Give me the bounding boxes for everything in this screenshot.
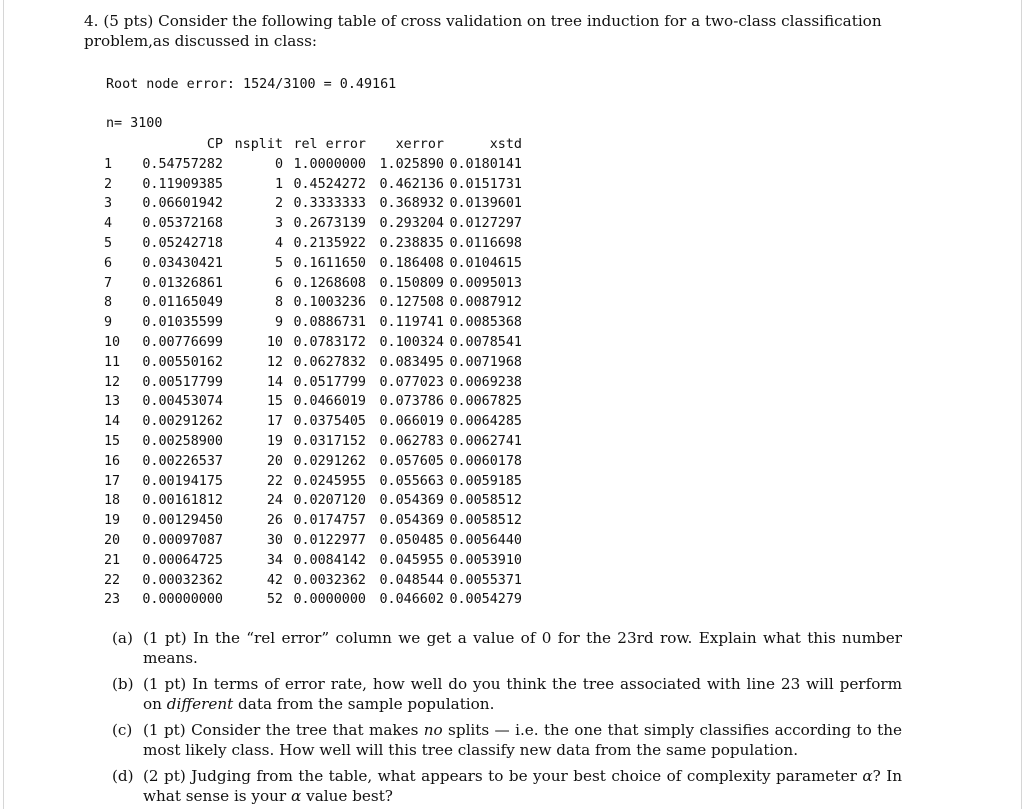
part-text-segment: (2 pt) Judging from the table, what appears to be your best choice of complexity parameter (143, 767, 863, 785)
xstd-value: 0.0085368 (449, 315, 522, 331)
xstd-value: 0.0095013 (449, 275, 522, 291)
table-row (104, 412, 522, 432)
row-index: 14 (104, 414, 121, 430)
header-xerror: xerror (395, 137, 444, 152)
row-index: 7 (104, 275, 113, 291)
row-index: 21 (104, 552, 121, 568)
nsplit-value: 24 (266, 493, 283, 509)
xerror-value: 0.046602 (379, 592, 444, 608)
xstd-value: 0.0069238 (449, 374, 522, 390)
row-index: 13 (104, 394, 121, 410)
xerror-value: 0.054369 (379, 493, 444, 509)
nsplit-value: 42 (266, 572, 283, 588)
rel-error-value: 0.0317152 (293, 433, 366, 449)
cp-value: 0.05372168 (142, 216, 223, 232)
emphasized-text: α (862, 767, 873, 785)
page-right-border (1021, 0, 1022, 809)
xstd-value: 0.0078541 (449, 334, 522, 350)
table-row (104, 313, 522, 333)
table-row (104, 333, 522, 353)
xstd-value: 0.0055371 (449, 572, 522, 588)
cross-validation-table (104, 135, 522, 610)
table-row (104, 590, 522, 610)
cp-value: 0.54757282 (142, 156, 223, 172)
cp-value: 0.00550162 (142, 354, 223, 370)
row-index: 18 (104, 493, 121, 509)
nsplit-value: 10 (266, 334, 283, 350)
rel-error-value: 0.2673139 (293, 216, 366, 232)
cp-value: 0.00291262 (142, 414, 223, 430)
row-index: 2 (104, 176, 113, 192)
xstd-value: 0.0060178 (449, 453, 522, 469)
question-part (112, 766, 902, 806)
rel-error-value: 0.3333333 (293, 196, 366, 212)
table-row (104, 194, 522, 214)
rel-error-value: 0.2135922 (293, 235, 366, 251)
cp-value: 0.00129450 (142, 513, 223, 529)
xstd-value: 0.0064285 (449, 414, 522, 430)
emphasized-text: no (423, 721, 443, 739)
question-part (112, 628, 902, 668)
part-text-segment: (1 pt) In terms of error rate, how well do you think the tree associated with line 23 will perform on (143, 675, 902, 713)
nsplit-value: 22 (266, 473, 283, 489)
cp-value: 0.00776699 (142, 334, 223, 350)
xerror-value: 0.238835 (379, 235, 444, 251)
part-text-segment: value best? (301, 787, 393, 805)
cp-value: 0.05242718 (142, 235, 223, 251)
table-row (104, 511, 522, 531)
rel-error-value: 0.0084142 (293, 552, 366, 568)
rel-error-value: 0.0207120 (293, 493, 366, 509)
xerror-value: 0.045955 (379, 552, 444, 568)
xstd-value: 0.0139601 (449, 196, 522, 212)
part-text (143, 629, 902, 667)
xerror-value: 0.062783 (379, 433, 444, 449)
xstd-value: 0.0058512 (449, 513, 522, 529)
row-index: 16 (104, 453, 121, 469)
cp-value: 0.01326861 (142, 275, 223, 291)
row-index: 15 (104, 433, 121, 449)
nsplit-value: 6 (274, 275, 283, 291)
xstd-value: 0.0151731 (449, 176, 522, 192)
xstd-value: 0.0062741 (449, 433, 522, 449)
rel-error-value: 1.0000000 (293, 156, 366, 172)
table-row (104, 571, 522, 591)
table-row (104, 353, 522, 373)
rel-error-value: 0.0886731 (293, 315, 366, 331)
row-index: 10 (104, 334, 121, 350)
nsplit-value: 4 (274, 235, 283, 251)
table-row (104, 373, 522, 393)
xstd-value: 0.0071968 (449, 354, 522, 370)
xstd-value: 0.0104615 (449, 255, 522, 271)
cp-value: 0.03430421 (142, 255, 223, 271)
xstd-value: 0.0087912 (449, 295, 522, 311)
nsplit-value: 17 (266, 414, 283, 430)
nsplit-value: 8 (274, 295, 283, 311)
xstd-value: 0.0180141 (449, 156, 522, 172)
nsplit-value: 14 (266, 374, 283, 390)
row-index: 3 (104, 196, 113, 212)
part-text-segment: ? In what sense is your (143, 767, 902, 805)
part-text-segment: data from the sample population. (233, 695, 495, 713)
xerror-value: 0.054369 (379, 513, 444, 529)
rel-error-value: 0.0627832 (293, 354, 366, 370)
rel-error-value: 0.1268608 (293, 275, 366, 291)
part-text-segment: splits — i.e. the one that simply classifies according to the most likely class. How well will this tree classify new data from the same population. (143, 721, 902, 759)
row-index: 9 (104, 315, 113, 331)
part-text (143, 767, 902, 805)
rel-error-value: 0.0174757 (293, 513, 366, 529)
table-row (104, 491, 522, 511)
xerror-value: 0.150809 (379, 275, 444, 291)
xstd-value: 0.0058512 (449, 493, 522, 509)
table-row (104, 274, 522, 294)
xerror-value: 0.127508 (379, 295, 444, 311)
table-row (104, 432, 522, 452)
part-label: (d) (112, 767, 134, 785)
nsplit-value: 26 (266, 513, 283, 529)
xstd-value: 0.0116698 (449, 235, 522, 251)
row-index: 1 (104, 156, 113, 172)
nsplit-value: 5 (274, 255, 283, 271)
header-index (104, 135, 129, 155)
nsplit-value: 3 (274, 216, 283, 232)
rel-error-value: 0.0000000 (293, 592, 366, 608)
row-index: 6 (104, 255, 113, 271)
cp-value: 0.00453074 (142, 394, 223, 410)
xerror-value: 0.083495 (379, 354, 444, 370)
nsplit-value: 0 (274, 156, 283, 172)
nsplit-value: 2 (274, 196, 283, 212)
xerror-value: 0.293204 (379, 216, 444, 232)
cp-value: 0.00097087 (142, 532, 223, 548)
cp-value: 0.00258900 (142, 433, 223, 449)
row-index: 11 (104, 354, 121, 370)
nsplit-value: 1 (274, 176, 283, 192)
xerror-value: 0.462136 (379, 176, 444, 192)
question-header (84, 11, 944, 51)
cp-value: 0.00517799 (142, 374, 223, 390)
table-row (104, 293, 522, 313)
xerror-value: 1.025890 (379, 156, 444, 172)
nsplit-value: 9 (274, 315, 283, 331)
xstd-value: 0.0056440 (449, 532, 522, 548)
table-header-row (104, 135, 522, 155)
xerror-value: 0.048544 (379, 572, 444, 588)
cp-value: 0.00226537 (142, 453, 223, 469)
rel-error-value: 0.0517799 (293, 374, 366, 390)
part-text (143, 675, 902, 713)
table-row (104, 452, 522, 472)
xerror-value: 0.186408 (379, 255, 444, 271)
xerror-value: 0.077023 (379, 374, 444, 390)
row-index: 5 (104, 235, 113, 251)
header-xstd: xstd (489, 137, 522, 152)
part-label: (a) (112, 629, 133, 647)
row-index: 22 (104, 572, 121, 588)
page-left-border (3, 0, 4, 809)
cp-value: 0.01165049 (142, 295, 223, 311)
table-row (104, 551, 522, 571)
xstd-value: 0.0067825 (449, 394, 522, 410)
cp-value: 0.11909385 (142, 176, 223, 192)
table-row (104, 155, 522, 175)
root-node-error-line: Root node error: 1524/3100 = 0.49161 (106, 77, 397, 92)
xstd-value: 0.0054279 (449, 592, 522, 608)
cp-value: 0.00161812 (142, 493, 223, 509)
table-row (104, 254, 522, 274)
cp-value: 0.01035599 (142, 315, 223, 331)
cp-value: 0.00000000 (142, 592, 223, 608)
question-parts (112, 628, 902, 812)
table-body (104, 155, 522, 610)
question-number: 4. (84, 12, 99, 30)
xerror-value: 0.368932 (379, 196, 444, 212)
nsplit-value: 34 (266, 552, 283, 568)
table-row (104, 175, 522, 195)
cp-value: 0.06601942 (142, 196, 223, 212)
xerror-value: 0.073786 (379, 394, 444, 410)
rel-error-value: 0.0032362 (293, 572, 366, 588)
emphasized-text: α (291, 787, 302, 805)
header-cp: CP (206, 137, 223, 152)
part-label: (b) (112, 675, 134, 693)
xerror-value: 0.057605 (379, 453, 444, 469)
part-text-segment: (1 pt) In the “rel error” column we get a value of 0 for the 23rd row. Explain what this number means. (143, 629, 902, 667)
nsplit-value: 30 (266, 532, 283, 548)
cp-value: 0.00064725 (142, 552, 223, 568)
rel-error-value: 0.0245955 (293, 473, 366, 489)
rel-error-value: 0.0466019 (293, 394, 366, 410)
cp-value: 0.00194175 (142, 473, 223, 489)
header-rel-error: rel error (293, 137, 366, 152)
rel-error-value: 0.0122977 (293, 532, 366, 548)
xerror-value: 0.066019 (379, 414, 444, 430)
nsplit-value: 19 (266, 433, 283, 449)
part-text (143, 721, 902, 759)
table-row (104, 531, 522, 551)
row-index: 4 (104, 216, 113, 232)
row-index: 23 (104, 592, 121, 608)
rel-error-value: 0.0783172 (293, 334, 366, 350)
xstd-value: 0.0053910 (449, 552, 522, 568)
question-part (112, 720, 902, 760)
rel-error-value: 0.1611650 (293, 255, 366, 271)
part-label: (c) (112, 721, 133, 739)
row-index: 17 (104, 473, 121, 489)
row-index: 19 (104, 513, 121, 529)
rel-error-value: 0.4524272 (293, 176, 366, 192)
nsplit-value: 52 (266, 592, 283, 608)
sample-size-line: n= 3100 (106, 116, 163, 131)
emphasized-text: different (166, 695, 234, 713)
question-text: (5 pts) Consider the following table of cross validation on tree induction for a two-class classification problem,as discussed in class: (84, 12, 882, 50)
xerror-value: 0.050485 (379, 532, 444, 548)
nsplit-value: 12 (266, 354, 283, 370)
table-row (104, 234, 522, 254)
xstd-value: 0.0127297 (449, 216, 522, 232)
rel-error-value: 0.0375405 (293, 414, 366, 430)
header-nsplit: nsplit (234, 137, 283, 152)
part-text-segment: (1 pt) Consider the tree that makes (143, 721, 424, 739)
xerror-value: 0.100324 (379, 334, 444, 350)
table-row (104, 392, 522, 412)
rel-error-value: 0.1003236 (293, 295, 366, 311)
cp-value: 0.00032362 (142, 572, 223, 588)
question-part (112, 674, 902, 714)
row-index: 8 (104, 295, 113, 311)
xerror-value: 0.055663 (379, 473, 444, 489)
row-index: 20 (104, 532, 121, 548)
nsplit-value: 15 (266, 394, 283, 410)
row-index: 12 (104, 374, 121, 390)
xerror-value: 0.119741 (379, 315, 444, 331)
nsplit-value: 20 (266, 453, 283, 469)
xstd-value: 0.0059185 (449, 473, 522, 489)
table-row (104, 214, 522, 234)
rel-error-value: 0.0291262 (293, 453, 366, 469)
table-row (104, 472, 522, 492)
